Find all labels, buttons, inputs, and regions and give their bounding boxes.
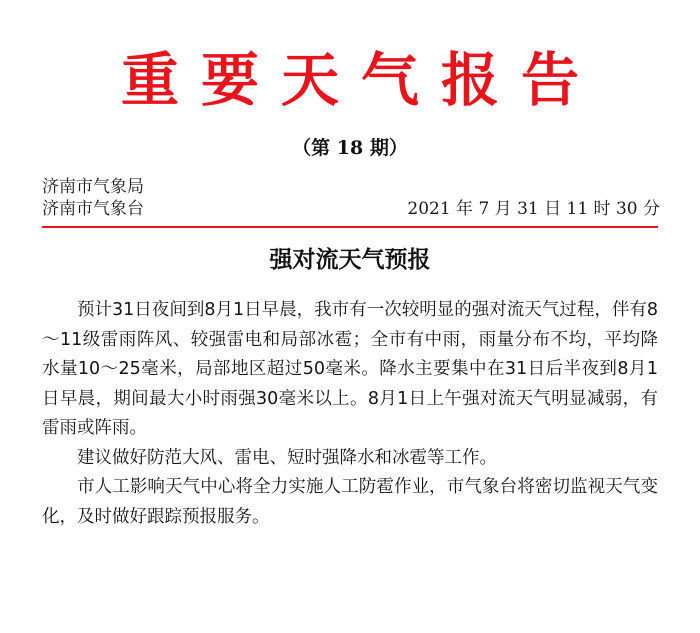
issue-number: （第 18 期）: [292, 137, 408, 159]
paragraph-advice: 建议做好防范大风、雷电、短时强降水和冰雹等工作。: [77, 447, 497, 468]
article-title: 强对流天气预报: [269, 247, 431, 273]
article-body: [42, 296, 658, 532]
issuer-bureau: 济南市气象局: [42, 177, 144, 197]
issue-datetime: 2021 年 7 月 31 日 11 时 30 分: [407, 199, 660, 219]
issuer-observatory: 济南市气象台: [42, 199, 144, 219]
paragraph-service: 市人工影响天气中心将全力实施人工防雹作业，市气象台将密切监视天气变化，及时做好跟踪预报服务。: [42, 477, 658, 527]
red-divider: [42, 226, 658, 228]
masthead-title: 重要天气报告: [120, 46, 601, 114]
paragraph-forecast: 预计31日夜间到8月1日早晨，我市有一次较明显的强对流天气过程，伴有8～11级雷雨阵风、较强雷电和局部冰雹；全市有中雨，雨量分布不均，平均降水量10～25毫米，局部地区超过50毫米。降水主要集中在31日后半夜到8月1日早晨，期间最大小时雨强30毫米以上。8月1日上午强对流天气明显减弱，有雷雨或阵雨。: [42, 300, 658, 438]
